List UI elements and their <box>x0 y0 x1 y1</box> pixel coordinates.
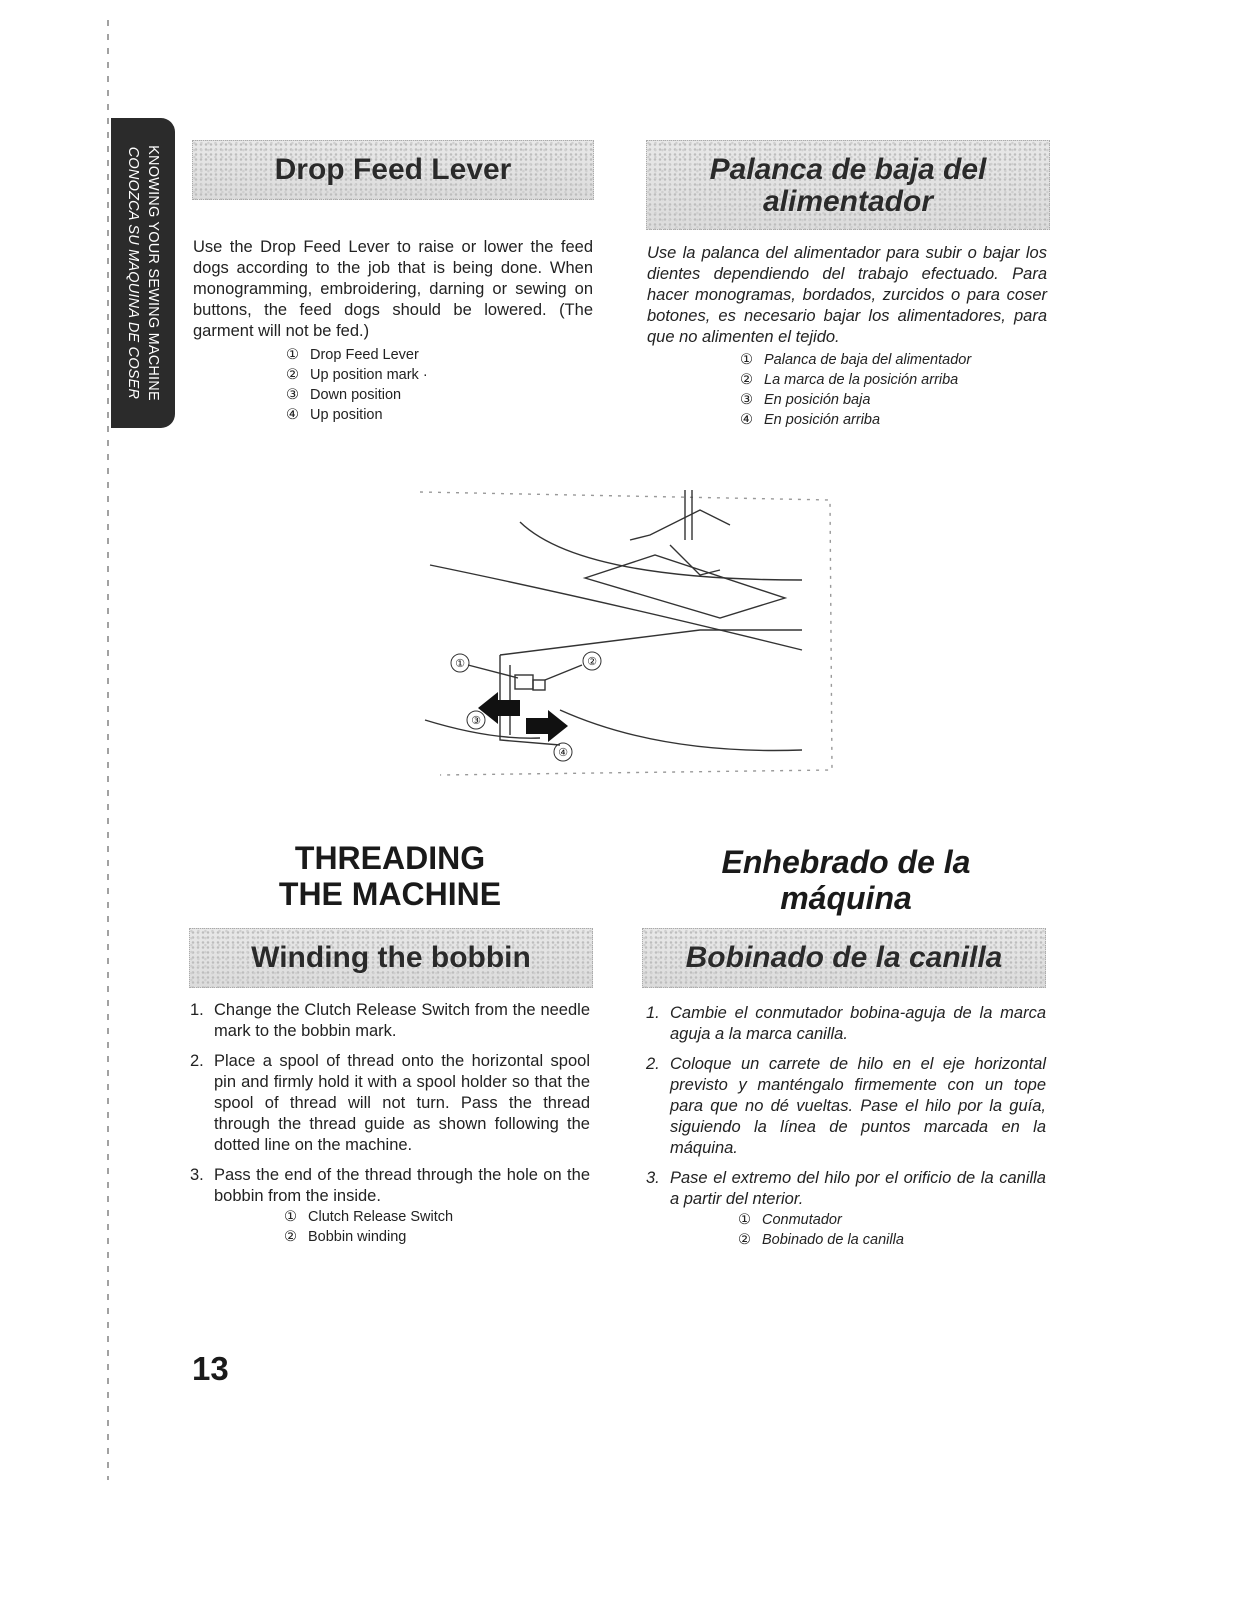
diagram-callout-4: ④ <box>558 746 568 759</box>
drop-feed-legend-es <box>740 350 971 430</box>
page-edge-line <box>107 20 109 1480</box>
list-item: 2. Place a spool of thread onto the horizontal spool pin and firmly hold it with a spool holder so that the spool of thread will not turn. Pass the thread through the thread guide as shown following the dotted line on the machine. <box>190 1052 590 1154</box>
side-tab-spanish: CONOZCA SU MAQUINA DE COSER <box>125 146 141 400</box>
drop-feed-legend-en <box>286 345 428 425</box>
list-item: 1. Cambie el conmutador bobina-aguja de la marca aguja a la marca canilla. <box>646 1004 1046 1043</box>
drop-feed-title-es-2: alimentador <box>762 185 934 218</box>
winding-steps-es <box>646 1003 1046 1219</box>
legend-item: ① Clutch Release Switch <box>284 1209 454 1225</box>
list-item: 1. Change the Clutch Release Switch from the needle mark to the bobbin mark. <box>190 1001 590 1040</box>
diagram-callout-2: ② <box>587 655 597 668</box>
drop-feed-title-en: Drop Feed Lever <box>274 153 512 186</box>
winding-title-es: Bobinado de la canilla <box>685 941 1003 974</box>
legend-item: ② Bobinado de la canilla <box>738 1232 904 1248</box>
legend-item: ④ Up position <box>286 407 383 423</box>
legend-item: ② La marca de la posición arriba <box>740 372 959 388</box>
legend-item: ③ Down position <box>286 387 402 403</box>
winding-title-en: Winding the bobbin <box>251 941 531 974</box>
winding-banner-en <box>189 928 593 988</box>
winding-steps-en <box>190 1000 590 1216</box>
legend-item: ② Up position mark · <box>286 367 428 383</box>
section-side-tab <box>111 118 175 428</box>
diagram-callout-1: ① <box>455 657 465 670</box>
legend-item: ② Bobbin winding <box>284 1229 407 1245</box>
page-number: 13 <box>192 1350 229 1387</box>
side-tab-english: KNOWING YOUR SEWING MACHINE <box>145 145 161 401</box>
winding-legend-en <box>284 1207 453 1247</box>
winding-legend-es <box>738 1210 904 1250</box>
drop-feed-title-es-1: Palanca de baja del <box>709 153 987 186</box>
threading-heading-en: THREADING THE MACHINE <box>278 840 502 912</box>
legend-item: ③ En posición baja <box>740 392 871 408</box>
list-item: 2. Coloque un carrete de hilo en el eje horizontal previsto y manténgalo firmemente con un tope para que no dé vueltas. Pase el hilo por la guía, siguiendo la línea de puntos marcada en la máquina. <box>646 1055 1046 1157</box>
drop-feed-banner-en <box>192 140 594 200</box>
legend-item: ① Drop Feed Lever <box>286 347 419 363</box>
drop-feed-body-en: Use the Drop Feed Lever to raise or lower the feed dogs according to the job that is being done. When monogramming, embroidering, darning or sewing on buttons, the feed dogs should be lowered. (The garment will not be fed.) <box>193 238 593 340</box>
diagram-callout-3: ③ <box>471 714 481 727</box>
drop-feed-diagram <box>400 480 850 790</box>
legend-item: ④ En posición arriba <box>740 412 881 428</box>
legend-item: ① Conmutador <box>738 1212 842 1228</box>
winding-banner-es <box>642 928 1046 988</box>
list-item: 3. Pase el extremo del hilo por el orificio de la canilla a partir del nterior. <box>646 1169 1046 1208</box>
legend-item: ① Palanca de baja del alimentador <box>740 352 972 368</box>
drop-feed-body-es: Use la palanca del alimentador para subir o bajar los dientes dependiendo del trabajo efectuado. Para hacer monogramas, bordados, zurcidos o para coser botones, es necesario bajar los alimentadores, para que no alimenten el tejido. <box>647 244 1047 346</box>
threading-heading-es: Enhebrado de la máquina <box>721 844 971 916</box>
list-item: 3. Pass the end of the thread through the hole on the bobbin from the inside. <box>190 1166 590 1205</box>
drop-feed-banner-es <box>646 140 1050 230</box>
